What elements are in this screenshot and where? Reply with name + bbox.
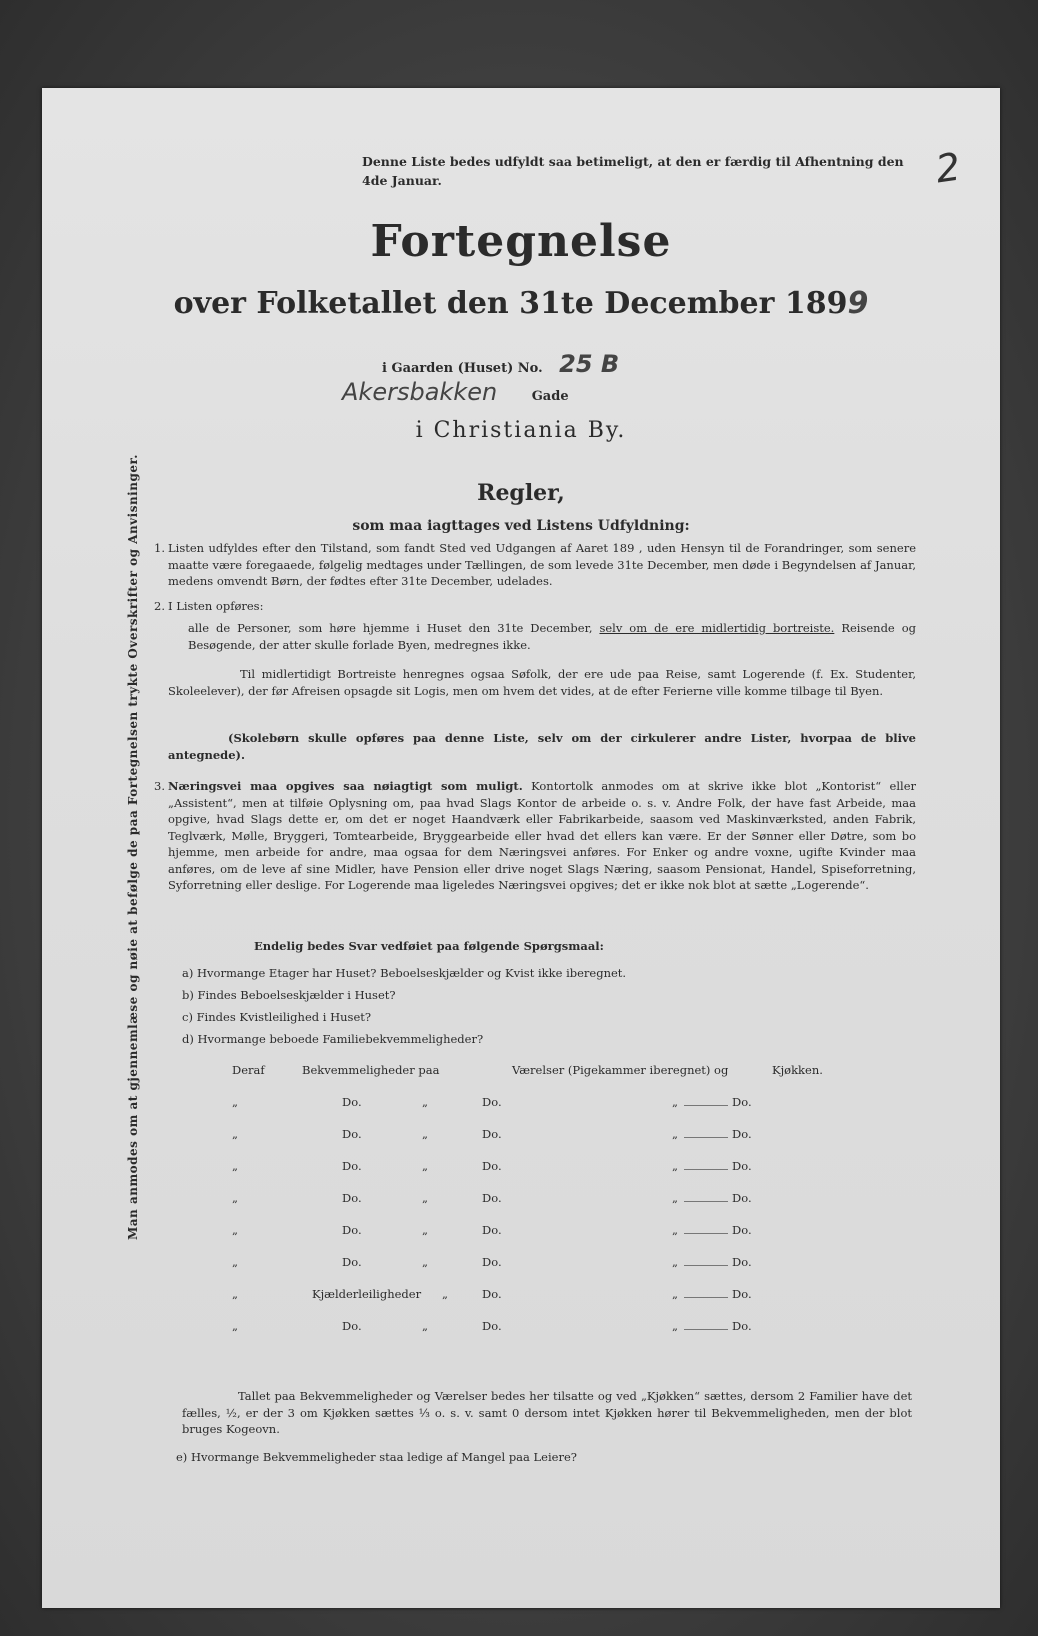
ditto-mark: „	[422, 1319, 428, 1333]
intro-instruction: Denne Liste bedes udfyldt saa betimeligt, at den er færdig til Afhentning den 4de Januar.	[362, 154, 904, 188]
do-vaer: Do.	[482, 1127, 502, 1141]
ditto-mark: „	[672, 1191, 678, 1205]
ditto-mark: „	[672, 1287, 678, 1301]
header-deraf: Deraf	[232, 1063, 265, 1077]
do-bekv: Do.	[342, 1159, 362, 1173]
blank-line	[684, 1105, 728, 1106]
do-bekv: Do.	[342, 1223, 362, 1237]
ditto-mark: „	[442, 1287, 448, 1301]
rules-heading: Regler,	[477, 480, 565, 506]
ditto-mark: „	[672, 1127, 678, 1141]
header-vaerelser: Værelser (Pigekammer iberegnet) og	[512, 1063, 729, 1077]
rule-3-text: Kontortolk anmodes om at skrive ikke blot „Kontorist“ eller „Assistent“, men at tilføie Oplysning om, paa hvad Slags Kontor de arbeide o. s. v. Andre Folk, der have fast Arbeide, maa opgive, hvad Slags dette er, om det er noget Haandværk eller Fabrikarbeide, saasom ved Maskinværksted, anden Fabrik, Teglværk, Mølle, Bryggeri, Tomtearbeide, Bryggearbeide eller hvad det ellers kan være. Er der Sønner eller Døtre, som bo hjemme, men arbeide for andre, maa ogsaa for dem Næringsvei anføres. For Enker og andre voxne, ugifte Kvinder maa anføres, om de leve af sine Midler, have Pension eller drive noget Slags Næring, saasom Pensionat, Handel, Spiseforretning, Syforretning eller deslige. For Logerende maa ligeledes Næringsvei opgives; det er ikke nok blot at sætte „Logerende“.	[168, 779, 916, 892]
header-kjokken: Kjøkken.	[772, 1063, 823, 1077]
rule-3-number: 3.	[154, 779, 165, 793]
city-line: i Christiania By.	[415, 418, 627, 443]
table-row	[172, 1191, 872, 1211]
ditto-mark: „	[422, 1159, 428, 1173]
table-row-kjaelder	[172, 1287, 872, 1307]
ditto-mark: „	[672, 1095, 678, 1109]
rule-2	[154, 598, 916, 615]
kjaelder-label: Kjælderleiligheder	[312, 1287, 422, 1301]
form-title: Fortegnelse	[370, 216, 672, 267]
margin-instruction: Man anmodes om at gjennemlæse og nøie at befølge de paa Fortegnelsen trykte Overskrifter og Anvisninger.	[126, 454, 140, 1240]
do-kjok: Do.	[732, 1287, 752, 1301]
do-kjok: Do.	[732, 1127, 752, 1141]
do-vaer: Do.	[482, 1319, 502, 1333]
rule-1-text: Listen udfyldes efter den Tilstand, som fandt Sted ved Udgangen af Aaret 189 , uden Hensyn til de Forandringer, som senere maatte være foregaaede, følgelig medtages under Tællingen, de som levede 31te December, men døde i Begyndelsen af Januar, medens omvendt Børn, der fødtes efter 31te December, udelades.	[168, 541, 916, 588]
do-bekv: Do.	[342, 1095, 362, 1109]
table-footnote: Tallet paa Bekvemmeligheder og Værelser bedes her tilsatte og ved „Kjøkken“ sættes, dersom 2 Familier have det fælles, ½, er der 3 om Kjøkken sættes ⅓ o. s. v. samt 0 dersom intet Kjøkken hører til Bekvemmeligheden, men der blot bruges Kogeovn.	[182, 1389, 912, 1436]
ditto-mark: „	[672, 1255, 678, 1269]
table-row	[172, 1095, 872, 1115]
ditto-mark: „	[232, 1095, 238, 1109]
do-kjok: Do.	[732, 1223, 752, 1237]
subtitle-text: over Folketallet den 31te December 189	[173, 286, 848, 321]
do-kjok: Do.	[732, 1191, 752, 1205]
do-vaer: Do.	[482, 1191, 502, 1205]
blank-line	[684, 1137, 728, 1138]
street-handwritten: Akersbakken	[342, 378, 498, 406]
table-row	[172, 1255, 872, 1275]
rule-2a-underlined: selv om de ere midlertidig bortreiste.	[599, 621, 835, 635]
ditto-mark: „	[672, 1159, 678, 1173]
do-kjok: Do.	[732, 1255, 752, 1269]
blank-line	[684, 1233, 728, 1234]
blank-line	[684, 1297, 728, 1298]
ditto-mark: „	[232, 1319, 238, 1333]
gade-label: Gade	[531, 389, 569, 404]
year-handwritten: 9	[847, 286, 869, 321]
blank-line	[684, 1265, 728, 1266]
rule-2b: Til midlertidigt Bortreiste henregnes ogsaa Søfolk, der ere ude paa Reise, samt Logerende (f. Ex. Studenter, Skoleelever), der før Afreisen opsagde sit Logis, men om hvem det vides, at de efter Ferierne ville komme tilbage til Byen.	[168, 667, 916, 698]
ditto-mark: „	[422, 1223, 428, 1237]
do-vaer: Do.	[482, 1159, 502, 1173]
do-bekv: Do.	[342, 1127, 362, 1141]
ditto-mark: „	[232, 1287, 238, 1301]
ditto-mark: „	[232, 1159, 238, 1173]
question-e: e) Hvormange Bekvemmeligheder staa ledige af Mangel paa Leiere?	[176, 1450, 577, 1464]
rule-2-heading: I Listen opføres:	[168, 599, 264, 613]
question-c: c) Findes Kvistleilighed i Huset?	[182, 1010, 372, 1024]
do-bekv: Do.	[342, 1255, 362, 1269]
do-bekv: Do.	[342, 1319, 362, 1333]
form-subtitle	[42, 286, 1000, 321]
table-row	[172, 1223, 872, 1243]
rule-2a-post: Reisende og Besøgende, der atter skulle forlade Byen, medregnes ikke.	[188, 621, 916, 652]
ditto-mark: „	[232, 1191, 238, 1205]
table-row	[172, 1159, 872, 1179]
do-kjok: Do.	[732, 1319, 752, 1333]
blank-line	[684, 1201, 728, 1202]
ditto-mark: „	[672, 1223, 678, 1237]
do-vaer: Do.	[482, 1095, 502, 1109]
rule-1-number: 1.	[154, 541, 165, 555]
do-bekv: Do.	[342, 1191, 362, 1205]
ditto-mark: „	[672, 1319, 678, 1333]
rule-2c: (Skolebørn skulle opføres paa denne Liste, selv om der cirkulerer andre Lister, hvorpaa de blive antegnede).	[168, 731, 916, 762]
header-bekvemmeligheder: Bekvemmeligheder paa	[302, 1063, 440, 1077]
blank-line	[684, 1329, 728, 1330]
gaard-label: i Gaarden (Huset) No.	[382, 361, 543, 376]
rule-2-number: 2.	[154, 599, 165, 613]
do-kjok: Do.	[732, 1095, 752, 1109]
gaard-number-handwritten: 25 B	[559, 350, 620, 378]
rule-3	[154, 778, 916, 894]
rules-subheading: som maa iagttages ved Listens Udfyldning:	[352, 518, 690, 534]
ditto-mark: „	[232, 1127, 238, 1141]
table-row	[172, 1319, 872, 1339]
do-vaer: Do.	[482, 1287, 502, 1301]
rule-2a-text: alle de Personer, som høre hjemme i Huset den 31te December,	[188, 621, 593, 635]
question-a: a) Hvormange Etager har Huset? Beboelseskjælder og Kvist ikke iberegnet.	[182, 966, 627, 980]
rule-3-bold: Næringsvei maa opgives saa nøiagtigt som muligt.	[168, 779, 523, 793]
ditto-mark: „	[422, 1095, 428, 1109]
do-kjok: Do.	[732, 1159, 752, 1173]
blank-line	[684, 1169, 728, 1170]
ditto-mark: „	[422, 1191, 428, 1205]
table-row	[172, 1127, 872, 1147]
ditto-mark: „	[232, 1223, 238, 1237]
question-b: b) Findes Beboelseskjælder i Huset?	[182, 988, 396, 1002]
ditto-mark: „	[422, 1127, 428, 1141]
ditto-mark: „	[232, 1255, 238, 1269]
rule-2a	[188, 620, 916, 653]
rule-1	[154, 540, 916, 590]
census-form-page	[42, 88, 1000, 1608]
gade-line	[342, 378, 722, 406]
gaard-line	[382, 350, 619, 378]
do-vaer: Do.	[482, 1255, 502, 1269]
sheet-number: 2	[932, 144, 963, 192]
table-header	[172, 1063, 872, 1083]
do-vaer: Do.	[482, 1223, 502, 1237]
ditto-mark: „	[422, 1255, 428, 1269]
questions-intro: Endelig bedes Svar vedføiet paa følgende Spørgsmaal:	[254, 939, 604, 953]
question-d: d) Hvormange beboede Familiebekvemmeligheder?	[182, 1032, 484, 1046]
